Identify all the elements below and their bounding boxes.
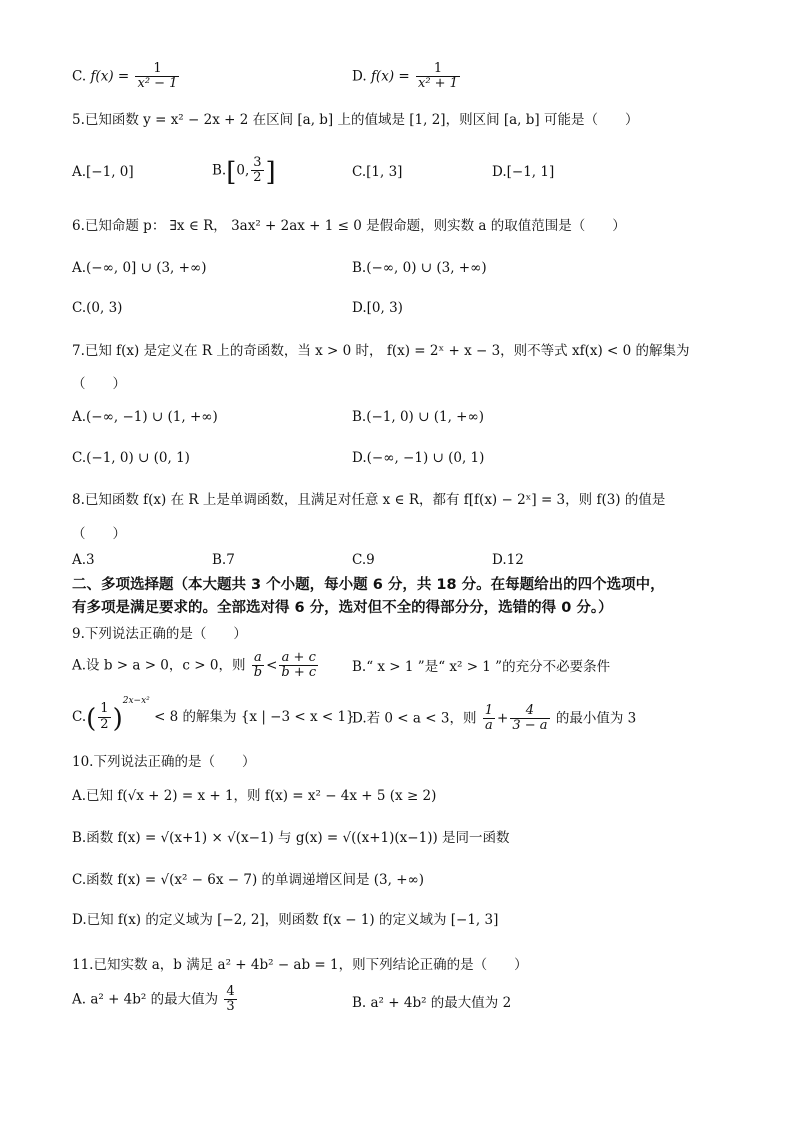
denominator: 3 bbox=[226, 999, 235, 1015]
q6-option-a: A.(−∞, 0] ∪ (3, +∞) bbox=[72, 260, 207, 276]
q10-option-b: B.函数 f(x) = √(x+1) × √(x−1) 与 g(x) = √((x+1)(x−1)) 是同一函数 bbox=[72, 830, 510, 846]
q7-option-d: D.(−∞, −1) ∪ (0, 1) bbox=[352, 450, 485, 466]
numerator: a bbox=[254, 650, 262, 665]
function-expr: f(x) = bbox=[90, 68, 130, 85]
bracket: ] bbox=[265, 157, 276, 188]
q4-option-d bbox=[352, 62, 462, 92]
numerator: 1 bbox=[433, 61, 443, 76]
fraction bbox=[251, 156, 263, 186]
q5-stem: 5.已知函数 y = x² − 2x + 2 在区间 [a, b] 上的值域是 [1, 2]，则区间 [a, b] 可能是（ ） bbox=[72, 112, 639, 128]
numerator: 4 bbox=[226, 984, 235, 999]
q8-stem: 8.已知函数 f(x) 在 R 上是单调函数，且满足对任意 x ∈ R，都有 f[f(x) − 2ˣ] = 3，则 f(3) 的值是 bbox=[72, 492, 666, 508]
function-expr: f(x) = bbox=[370, 68, 410, 85]
fraction bbox=[510, 704, 549, 734]
denominator: b + c bbox=[281, 665, 317, 681]
numerator: 3 bbox=[253, 155, 262, 170]
denominator: a bbox=[485, 718, 493, 734]
q9-option-b: B.“ x > 1 ”是“ x² > 1 ”的充分不必要条件 bbox=[352, 659, 611, 675]
option-label: D. bbox=[352, 68, 367, 85]
denominator: x² − 1 bbox=[137, 76, 178, 92]
q7-option-b: B.(−1, 0) ∪ (1, +∞) bbox=[352, 409, 484, 425]
denominator: x² + 1 bbox=[417, 76, 458, 92]
q10-option-a: A.已知 f(√x + 2) = x + 1，则 f(x) = x² − 4x + 5 (x ≥ 2) bbox=[72, 788, 437, 804]
option-text: 的最小值为 3 bbox=[555, 710, 637, 727]
q9-option-a bbox=[72, 651, 320, 681]
denominator: b bbox=[253, 665, 263, 681]
q5-option-d: D.[−1, 1] bbox=[492, 164, 555, 180]
q9-option-d bbox=[352, 704, 636, 734]
option-label: B. bbox=[212, 162, 227, 179]
denominator: 2 bbox=[100, 716, 109, 732]
q10-option-d: D.已知 f(x) 的定义域为 [−2, 2]，则函数 f(x − 1) 的定义域为 [−1, 3] bbox=[72, 912, 499, 928]
fraction bbox=[252, 651, 264, 681]
option-text: D.若 0 < a < 3，则 bbox=[352, 710, 477, 727]
option-label: C. bbox=[72, 68, 87, 85]
option-text: A.设 b > a > 0，c > 0，则 bbox=[72, 657, 246, 674]
q10-option-c: C.函数 f(x) = √(x² − 6x − 7) 的单调递增区间是 (3, +∞) bbox=[72, 872, 425, 888]
operator: < bbox=[266, 657, 278, 674]
denominator: 3 − a bbox=[512, 718, 548, 734]
fraction bbox=[416, 62, 460, 92]
q8-option-a: A.3 bbox=[72, 552, 95, 568]
numerator: 4 bbox=[525, 703, 535, 718]
option-label: C. bbox=[72, 709, 87, 725]
section-heading-line1: 二、多项选择题（本大题共 3 个小题，每小题 6 分，共 18 分。在每题给出的四个选项中， bbox=[72, 577, 665, 593]
q5-option-b: B.[0, $\frac{3}{2}$ ] bbox=[212, 155, 276, 188]
q8-option-b: B.7 bbox=[212, 552, 235, 568]
q6-option-c: C.(0, 3) bbox=[72, 300, 123, 316]
q8-paren: （ ） bbox=[72, 526, 126, 542]
numerator: 1 bbox=[100, 701, 109, 717]
q5-option-a: A.[−1, 0] bbox=[72, 164, 134, 180]
exponent: 2x−x² bbox=[122, 696, 150, 706]
q11-option-b: B. a² + 4b² 的最大值为 2 bbox=[352, 995, 512, 1011]
q7-stem: 7.已知 f(x) 是定义在 R 上的奇函数，当 x > 0 时， f(x) = 2ˣ + x − 3，则不等式 xf(x) < 0 的解集为 bbox=[72, 343, 690, 359]
operator: + bbox=[497, 710, 509, 727]
bracket: [ bbox=[226, 157, 237, 188]
q9-option-c bbox=[72, 696, 355, 734]
q6-option-d: D.[0, 3) bbox=[352, 300, 403, 316]
q7-option-c: C.(−1, 0) ∪ (0, 1) bbox=[72, 450, 190, 466]
option-text: A. a² + 4b² 的最大值为 bbox=[72, 991, 219, 1008]
denominator: 2 bbox=[253, 170, 262, 186]
fraction bbox=[98, 702, 110, 732]
numerator: 1 bbox=[484, 703, 494, 718]
numerator: a + c bbox=[281, 650, 316, 665]
q7-option-a: A.(−∞, −1) ∪ (1, +∞) bbox=[72, 409, 218, 425]
fraction bbox=[483, 704, 495, 734]
q6-option-b: B.(−∞, 0) ∪ (3, +∞) bbox=[352, 260, 487, 276]
q8-option-d: D.12 bbox=[492, 552, 524, 568]
q6-stem: 6.已知命题 p： ∃x ∈ R， 3ax² + 2ax + 1 ≤ 0 是假命题，则实数 a 的取值范围是（ ） bbox=[72, 218, 626, 234]
q11-option-a bbox=[72, 985, 239, 1015]
paren: ( bbox=[86, 704, 97, 734]
q5-option-c: C.[1, 3] bbox=[352, 164, 403, 180]
fraction bbox=[224, 985, 236, 1015]
q9-stem: 9.下列说法正确的是（ ） bbox=[72, 626, 247, 642]
option-text: < 8 的解集为 {x | −3 < x < 1} bbox=[154, 709, 355, 725]
q4-option-c bbox=[72, 62, 181, 92]
q10-stem: 10.下列说法正确的是（ ） bbox=[72, 754, 256, 770]
fraction bbox=[279, 651, 318, 681]
fraction bbox=[135, 62, 179, 92]
q7-paren: （ ） bbox=[72, 376, 126, 392]
section-heading-line2: 有多项是满足要求的。全部选对得 6 分，选对但不全的得部分分，选错的得 0 分。） bbox=[72, 600, 613, 616]
numerator: 1 bbox=[153, 61, 162, 76]
q11-stem: 11.已知实数 a，b 满足 a² + 4b² − ab = 1，则下列结论正确的是（ ） bbox=[72, 957, 528, 973]
paren: ) bbox=[112, 704, 123, 734]
q8-option-c: C.9 bbox=[352, 552, 375, 568]
